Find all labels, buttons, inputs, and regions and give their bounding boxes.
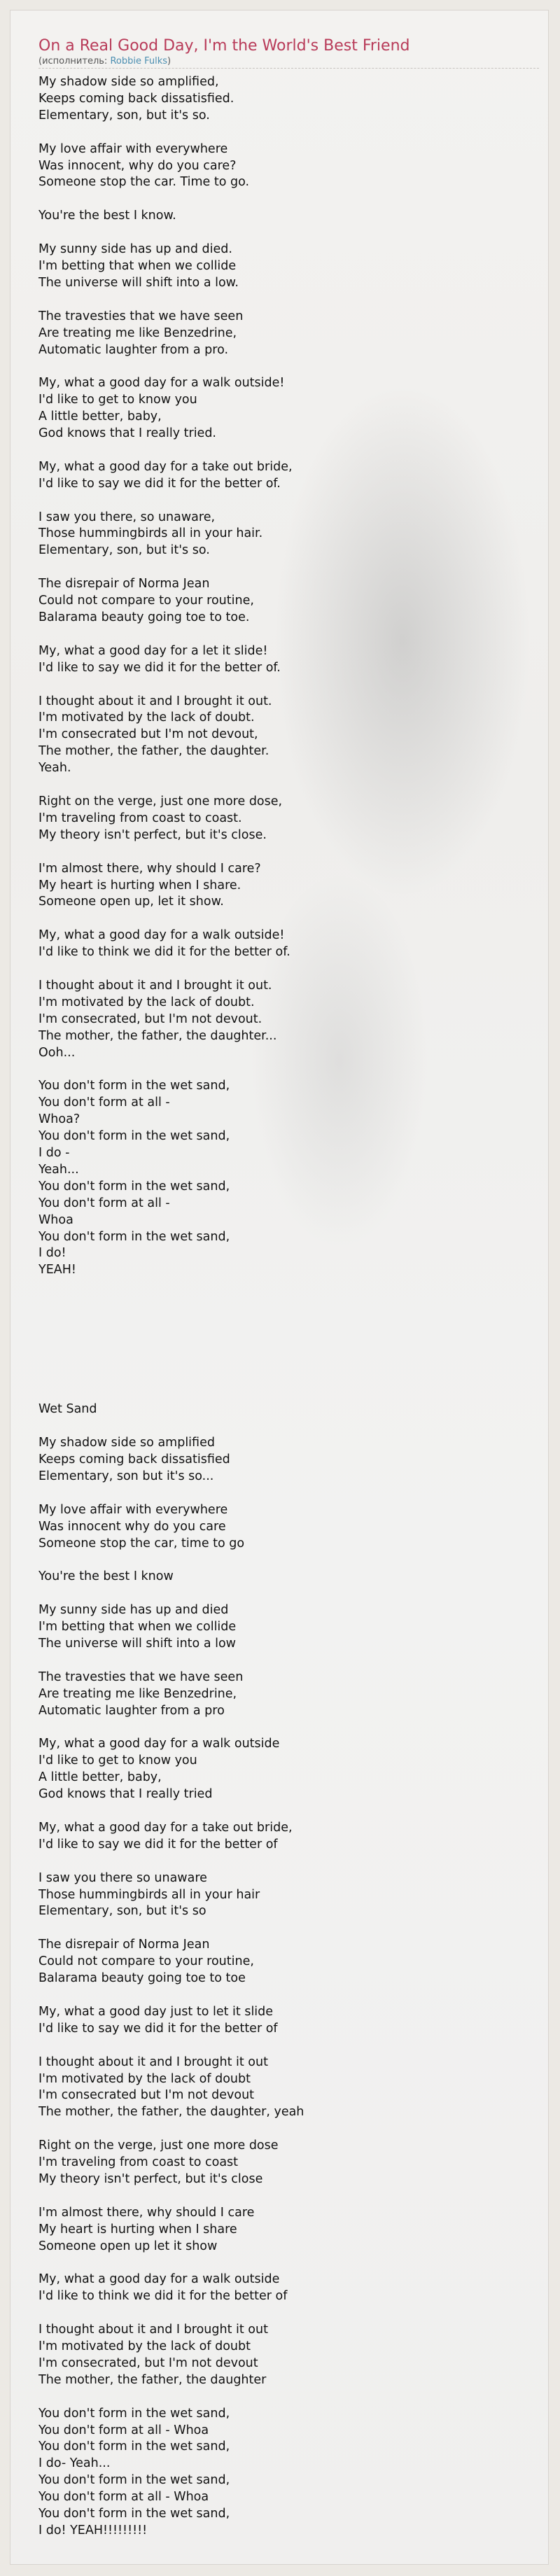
- song-title: On a Real Good Day, I'm the World's Best Friend: [38, 37, 410, 55]
- artist-link[interactable]: Robbie Fulks: [110, 56, 168, 66]
- lyrics-text-primary: My shadow side so amplified, Keeps coming back dissatisfied. Elementary, son, but it's so. My love affair with everywhere Was innocent, why do you care? Someone stop the car. Time to go. You're the best I know. My sunny side has up and died. I'm betting that when we collide The universe will shift into a low. The travesties that we have seen Are treating me like Benzedrine, Automatic laughter from a pro. My, what a good day for a walk outside! I'd like to get to know you A little better, baby, God knows that I really tried. My, what a good day for a take out bride, I'd like to say we did it for the better of. I saw you there, so unaware, Those hummingbirds all in your hair. Elementary, son, but it's so. The disrepair of Norma Jean Could not compare to your routine, Balarama beauty going toe to toe. My, what a good day for a let it slide! I'd like to say we did it for the better of. I thought about it and I brought it out. I'm motivated by the lack of doubt. I'm consecrated but I'm not devout, The mother, the father, the daughter. Yeah. Right on the verge, just one more dose, I'm traveling from coast to coast. My theory isn't perfect, but it's close. I'm almost there, why should I care? My heart is hurting when I share. Someone open up, let it show. My, what a good day for a walk outside! I'd like to think we did it for the better of. I thought about it and I brought it out. I'm motivated by the lack of doubt. I'm consecrated, but I'm not devout. The mother, the father, the daughter... Ooh... You don't form in the wet sand, You don't form at all - Whoa? You don't form in the wet sand, I do - Yeah... You don't form in the wet sand, You don't form at all - Whoa You don't form in the wet sand, I do! YEAH!: [38, 75, 293, 1278]
- lyrics-text-secondary: Wet Sand My shadow side so amplified Keeps coming back dissatisfied Elementary, son but it's so... My love affair with everywhere Was innocent why do you care Someone stop the car, time to go You're the best I know My sunny side has up and died I'm betting that when we collide The universe will shift into a low The travesties that we have seen Are treating me like Benzedrine, Automatic laughter from a pro My, what a good day for a walk outside I'd like to get to know you A little better, baby, God knows that I really tried My, what a good day for a take out bride, I'd like to say we did it for the better of I saw you there so unaware Those hummingbirds all in your hair Elementary, son, but it's so The disrepair of Norma Jean Could not compare to your routine, Balarama beauty going toe to toe My, what a good day just to let it slide I'd like to say we did it for the better of I thought about it and I brought it out I'm motivated by the lack of doubt I'm consecrated but I'm not devout The mother, the father, the daughter, yeah Right on the verge, just one more dose I'm traveling from coast to coast My theory isn't perfect, but it's close I'm almost there, why should I care My heart is hurting when I share Someone open up let it show My, what a good day for a walk outside I'd like to think we did it for the better of I thought about it and I brought it out I'm motivated by the lack of doubt I'm consecrated, but I'm not devout The mother, the father, the daughter You don't form in the wet sand, You don't form at all - Whoa You don't form in the wet sand, I do- Yeah... You don't form in the wet sand, You don't form at all - Whoa You don't form in the wet sand, I do! YEAH!!!!!!!!!: [38, 1402, 304, 2538]
- artist-suffix: ): [167, 56, 172, 66]
- artist-line: [38, 56, 539, 69]
- section-spacer: [38, 1279, 542, 1396]
- artist-prefix: (исполнитель:: [38, 56, 111, 66]
- lyrics-page: [38, 37, 542, 2540]
- content-frame: [10, 10, 549, 2565]
